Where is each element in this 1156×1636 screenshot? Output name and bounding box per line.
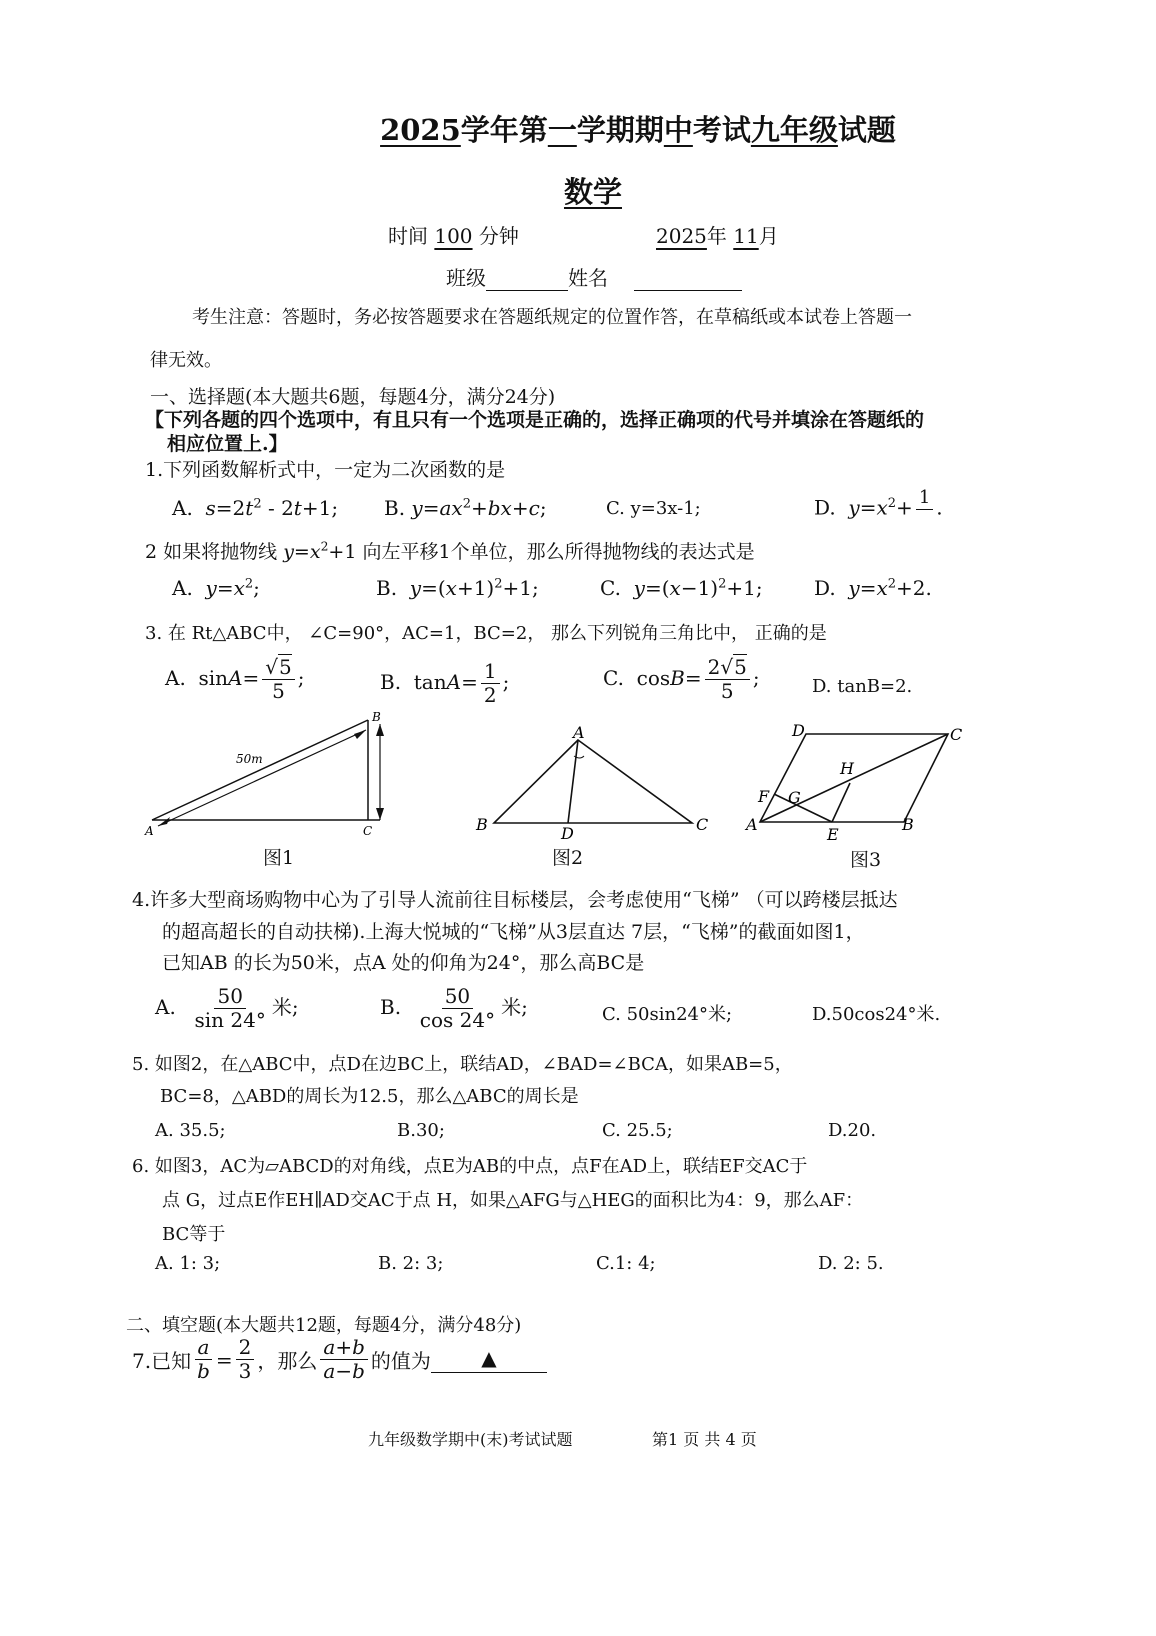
fig3-label-g: G <box>788 788 801 807</box>
time-label: 时间 <box>388 224 428 248</box>
q6-option-d[interactable]: D. 2: 5. <box>818 1253 884 1274</box>
exam-title <box>0 108 1156 149</box>
fig1-arrow-head <box>376 724 384 736</box>
figure-1 <box>140 708 410 838</box>
fig3-label-c: C <box>950 725 963 744</box>
fig2-label-d: D <box>561 824 574 843</box>
fig3-segment-ef <box>774 794 832 822</box>
section1-heading: 一、选择题(本大题共6题，每题4分，满分24分) <box>150 386 556 408</box>
date-year: 2025 <box>656 224 707 248</box>
fig1-label-a: A <box>145 824 154 838</box>
q4-b-denominator: cos 24° <box>419 1008 496 1032</box>
title-text: 考试 <box>692 113 751 147</box>
footer-exam-name: 九年级数学期中(末)考试试题 <box>368 1430 573 1449</box>
q5-option-b[interactable]: B.30; <box>397 1120 445 1141</box>
q5-option-d[interactable]: D.20. <box>828 1120 877 1141</box>
title-exam-type: 中 <box>663 113 693 147</box>
figure-3 <box>740 718 980 843</box>
title-text: 试题 <box>837 113 896 147</box>
q2-option-a[interactable]: A. $y=x^2$; <box>172 576 260 600</box>
q7-answer-mark: ▲ <box>481 1346 497 1370</box>
q6-line-3: BC等于 <box>162 1224 226 1245</box>
fig1-caption: 图1 <box>263 847 295 869</box>
q6-option-c[interactable]: C.1: 4; <box>596 1253 656 1274</box>
fig2-triangle <box>494 740 692 823</box>
name-field[interactable] <box>634 290 742 291</box>
q3-option-a[interactable]: A. sinA= $\frac{√5}{5}$ ; <box>165 655 305 703</box>
q4-option-c[interactable]: C. 50sin24°米; <box>602 1004 733 1025</box>
fig1-arrow-head <box>376 808 384 820</box>
fig2-label-c: C <box>696 815 709 834</box>
time-unit: 分钟 <box>478 224 519 248</box>
subject-name: 数学 <box>563 175 622 209</box>
class-field[interactable] <box>486 290 568 291</box>
q4-option-a[interactable]: A. $\frac{50}{\sin 24^\circ}$ 米; <box>155 984 299 1032</box>
q3-option-d[interactable]: D. tanB=2. <box>812 676 913 697</box>
title-semester: 一 <box>547 113 577 147</box>
fig3-label-d: D <box>792 721 805 740</box>
notice-line-1: 考生注意：答题时，务必按答题要求在答题纸规定的位置作答，在草稿纸或本试卷上答题一 <box>192 307 912 328</box>
fig2-segment-ad <box>568 740 578 823</box>
fig1-arrow-head <box>354 730 366 739</box>
q7-suffix: 的值为 <box>370 1349 431 1373</box>
fig3-caption: 图3 <box>850 849 882 871</box>
q3-option-b[interactable]: B. tanA= $\frac{1}{2}$ ; <box>380 659 510 707</box>
q7-fraction-value: $\frac{2}{3}$ <box>236 1336 255 1383</box>
class-label: 班级 <box>446 266 486 290</box>
fig1-label-b: B <box>372 710 381 724</box>
q4-b-numerator: 50 <box>442 985 473 1009</box>
q4-line-1: 4.许多大型商场购物中心为了引导人流前往目标楼层，会考虑使用“飞梯” （可以跨楼层抵达 <box>132 889 898 911</box>
q3-option-c[interactable]: C. cosB= $\frac{2√5}{5}$ ; <box>603 655 760 703</box>
q2-option-d[interactable]: D. $y=x^2+2$. <box>814 576 932 600</box>
q4-a-numerator: 50 <box>214 985 245 1009</box>
fig3-label-b: B <box>902 815 914 834</box>
fig3-label-e: E <box>827 825 839 843</box>
q4-line-2: 的超高超长的自动扶梯).上海大悦城的“飞梯”从3层直达 7层，“飞梯”的截面如图1， <box>162 921 865 943</box>
q7-fraction-expression: $\frac{a+b}{a-b}$ <box>320 1336 368 1383</box>
q1-option-d[interactable]: D. $y=x^2+$ 1 . <box>814 487 943 520</box>
subject-title <box>0 170 1156 211</box>
q2-option-b[interactable]: B. $y=(x+1)^2+1$; <box>376 576 539 600</box>
q5-line-1: 5. 如图2，在△ABC中，点D在边BC上，联结AD，∠BAD=∠BCA，如果AB=5， <box>132 1054 793 1075</box>
q6-line-2: 点 G，过点E作EH∥AD交AC于点 H，如果△AFG与△HEG的面积比为4：9，那么AF： <box>162 1190 864 1211</box>
q6-option-b[interactable]: B. 2: 3; <box>378 1253 444 1274</box>
title-text: 学年第 <box>460 113 548 147</box>
q5-option-c[interactable]: C. 25.5; <box>602 1120 673 1141</box>
q1-stem: 1.下列函数解析式中，一定为二次函数的是 <box>145 459 506 481</box>
section1-instruction-1: 【下列各题的四个选项中，有且只有一个选项是正确的，选择正确项的代号并填涂在答题纸的 <box>145 409 925 431</box>
date-line <box>656 220 779 249</box>
fig3-label-f: F <box>758 787 770 806</box>
q1-option-a[interactable]: A. $s=2t^2 - 2t+1$; <box>172 496 339 520</box>
q2-stem-suffix: 向左平移1个单位，那么所得抛物线的表达式是 <box>362 541 755 563</box>
q4-b-unit: 米; <box>501 995 528 1019</box>
fig3-label-h: H <box>840 759 854 778</box>
q4-option-b[interactable]: B. $\frac{50}{\cos 24^\circ}$ 米; <box>380 984 528 1032</box>
fig1-label-c: C <box>363 824 373 838</box>
title-text: 学期期 <box>576 113 664 147</box>
q2-stem-prefix: 2 如果将抛物线 <box>145 541 278 563</box>
fig2-label-b: B <box>476 815 488 834</box>
section1-instruction-2: 相应位置上.】 <box>167 433 288 455</box>
q5-line-2: BC=8，△ABD的周长为12.5，那么△ABC的周长是 <box>160 1086 579 1107</box>
fig3-segment-eh <box>832 783 850 822</box>
section2-heading: 二、填空题(本大题共12题，每题4分，满分48分) <box>126 1315 522 1336</box>
q3-stem: 3. 在 Rt△ABC中， ∠C=90°，AC=1，BC=2， 那么下列锐角三角比中， 正确的是 <box>145 623 827 644</box>
figure-2 <box>470 722 720 847</box>
q4-a-denominator: sin 24° <box>194 1008 266 1032</box>
q7-stem: 7.已知 $\frac{a}{b}$ = $\frac{2}{3}$ ，那么 $\frac{a+b}{a-b}$ 的值为 ▲ <box>132 1336 547 1383</box>
title-year: 2025 <box>380 113 461 147</box>
title-grade: 九年级 <box>750 113 838 147</box>
fig2-label-a: A <box>573 723 585 742</box>
fig2-caption: 图2 <box>552 847 584 869</box>
footer-page-info: 第1 页 共 4 页 <box>652 1430 757 1449</box>
date-year-unit: 年 <box>706 224 727 248</box>
notice-line-2: 律无效。 <box>150 350 222 371</box>
q2-parabola: y <box>283 541 294 563</box>
q7-mid: ，那么 <box>257 1349 318 1373</box>
q2-option-c[interactable]: C. $y=(x-1)^2+1$; <box>600 576 763 600</box>
fig1-length-marker <box>158 730 366 826</box>
q7-fraction-ab: $\frac{a}{b}$ <box>194 1336 213 1383</box>
q1-option-c[interactable]: C. y=3x-1; <box>606 498 701 519</box>
q7-prefix: 7.已知 <box>132 1349 192 1373</box>
fig1-escalator <box>152 720 368 820</box>
q6-line-1: 6. 如图3，AC为▱ABCD的对角线，点E为AB的中点，点F在AD上，联结EF交AC于 <box>132 1156 808 1177</box>
fig3-diagonal-ac <box>760 734 948 822</box>
fig3-label-a: A <box>746 815 758 834</box>
q4-option-d[interactable]: D.50cos24°米. <box>812 1004 941 1025</box>
time-line <box>388 220 519 249</box>
q6-option-a[interactable]: A. 1: 3; <box>155 1253 221 1274</box>
date-month-unit: 月 <box>758 224 779 248</box>
student-info-line <box>446 262 742 291</box>
q2-stem: 2 如果将抛物线 $y=x^2+1$ 向左平移1个单位，那么所得抛物线的表达式是 <box>145 539 755 563</box>
q4-a-unit: 米; <box>271 995 299 1019</box>
date-month: 11 <box>733 224 759 248</box>
q1-option-b[interactable]: B. $y=ax^2+bx+c$; <box>384 496 547 520</box>
q5-option-a[interactable]: A. 35.5; <box>155 1120 226 1141</box>
q4-line-3: 已知AB 的长为50米，点A 处的仰角为24°，那么高BC是 <box>162 952 645 974</box>
q7-answer-blank[interactable] <box>431 1346 547 1373</box>
fig1-length-label: 50m <box>236 752 263 766</box>
time-value: 100 <box>434 224 473 248</box>
name-label: 姓名 <box>568 266 608 290</box>
